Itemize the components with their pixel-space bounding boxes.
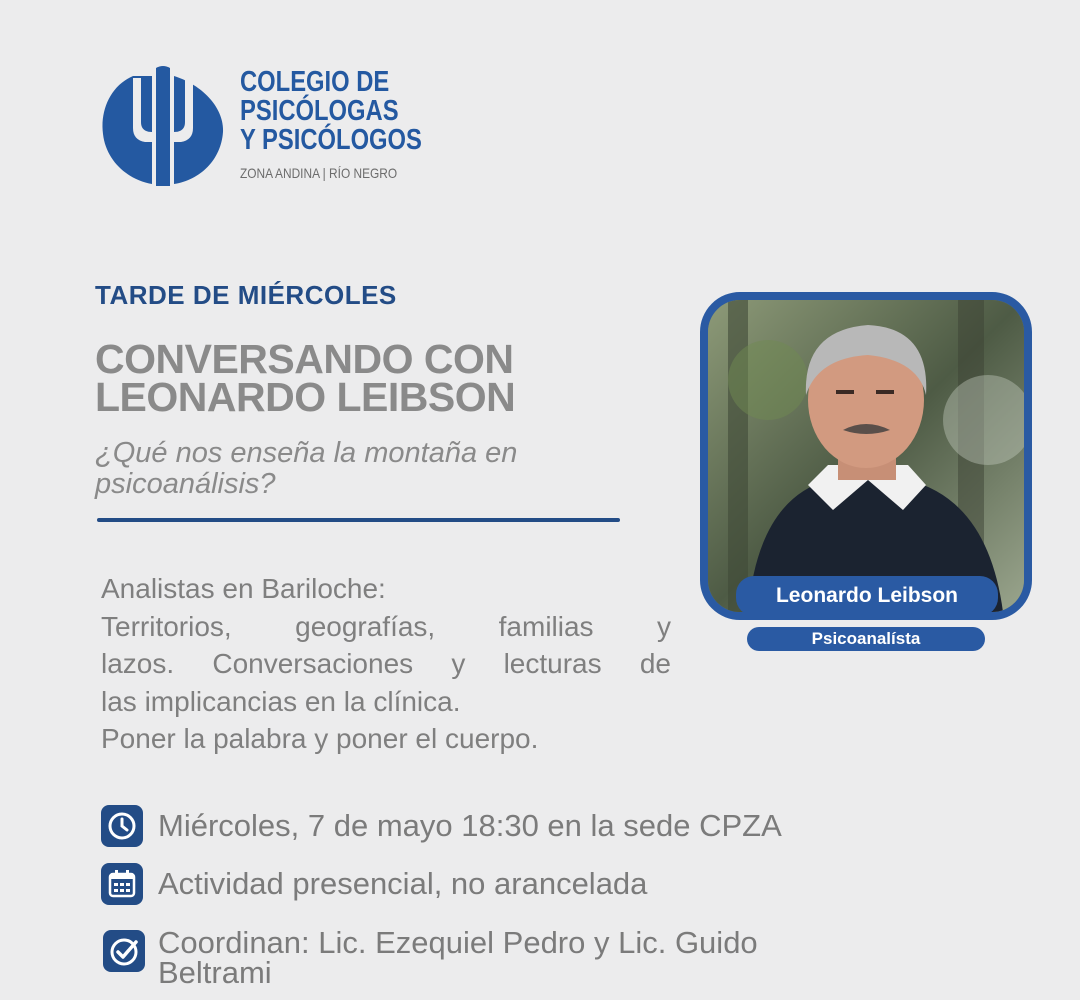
description-line: Analistas en Bariloche: <box>101 573 386 604</box>
event-subtitle: ¿Qué nos enseña la montaña en psicoanálisis? <box>95 437 518 500</box>
check-circle-icon <box>103 930 145 972</box>
description-line: las implicancias en la clínica. <box>101 685 461 717</box>
speaker-photo <box>700 292 1032 620</box>
event-mode: Actividad presencial, no arancelada <box>158 866 648 901</box>
event-title-line2: LEONARDO LEIBSON <box>95 374 516 420</box>
event-title-line1: CONVERSANDO CON <box>95 336 514 382</box>
org-name-line2: PSICÓLOGAS <box>240 95 399 127</box>
speaker-name: Leonardo Leibson <box>736 576 998 616</box>
speaker-portrait-illustration <box>708 300 1024 612</box>
org-name-line1: COLEGIO DE <box>240 66 390 98</box>
psi-logo-icon <box>100 66 226 188</box>
event-coordinators: Coordinan: Lic. Ezequiel Pedro y Lic. Guido Beltrami <box>158 925 758 990</box>
speaker-role: Psicoanalísta <box>747 627 985 651</box>
divider <box>97 518 620 522</box>
description-line: Territorios, geografías, familias y <box>101 610 671 642</box>
event-kicker: TARDE DE MIÉRCOLES <box>95 280 397 310</box>
org-name <box>240 68 462 181</box>
description-line: Poner la palabra y poner el cuerpo. <box>101 723 539 754</box>
clock-icon <box>101 805 143 847</box>
event-description <box>101 570 671 758</box>
event-title <box>95 336 516 420</box>
event-datetime: Miércoles, 7 de mayo 18:30 en la sede CPZA <box>158 808 782 843</box>
org-name-line3: Y PSICÓLOGOS <box>240 124 422 156</box>
org-region: ZONA ANDINA | RÍO NEGRO <box>240 165 398 181</box>
description-line: lazos. Conversaciones y lecturas de <box>101 648 671 679</box>
calendar-icon <box>101 863 143 905</box>
